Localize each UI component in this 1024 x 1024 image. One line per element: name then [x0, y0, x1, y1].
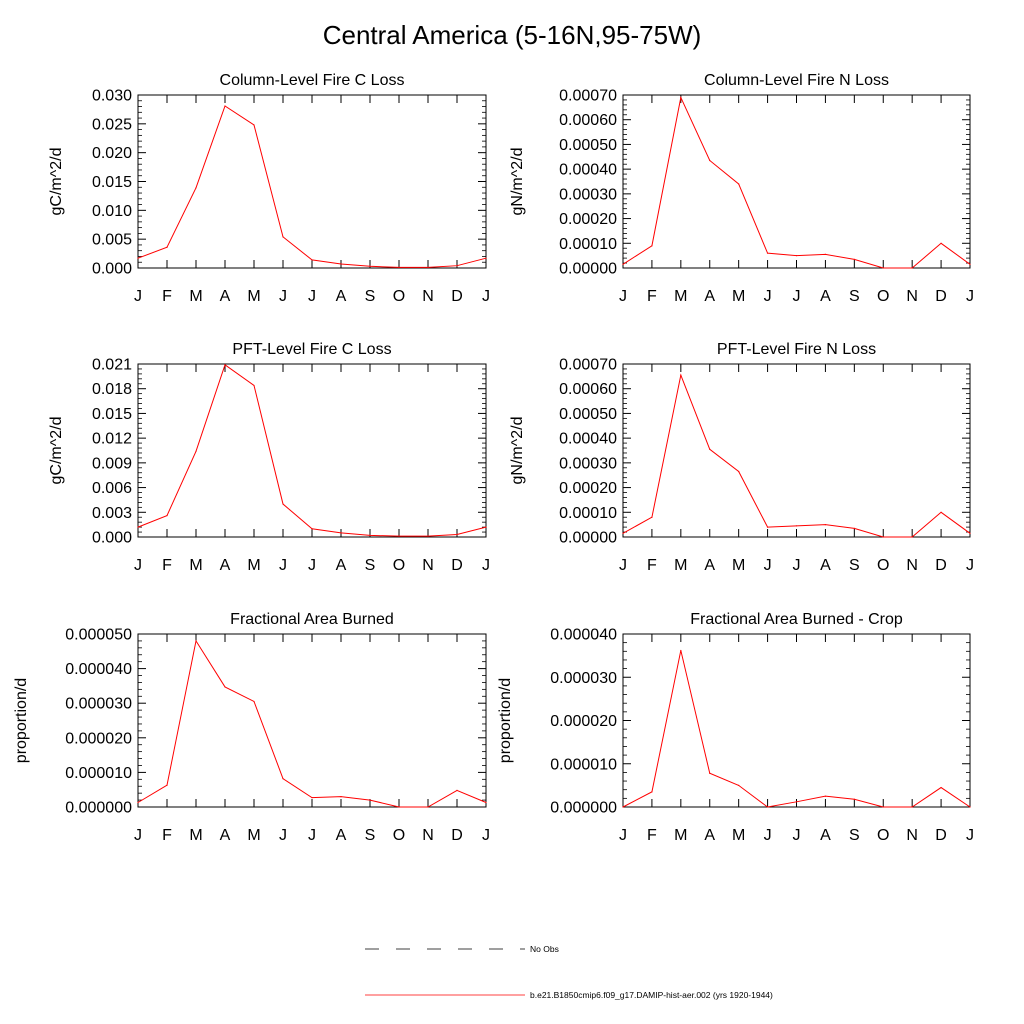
data-point [912, 806, 913, 807]
data-point [485, 258, 486, 259]
x-tick-label: S [364, 827, 376, 844]
data-point [311, 797, 312, 798]
data-point [456, 265, 457, 266]
data-point [224, 105, 225, 106]
y-tick-label: 0.00000 [559, 529, 617, 547]
data-point [912, 536, 913, 537]
data-point [137, 802, 138, 803]
x-tick-label: D [451, 288, 463, 305]
data-point [340, 796, 341, 797]
x-tick-label: O [392, 557, 406, 574]
data-point [369, 535, 370, 536]
legend-model-label: b.e21.B1850cmip6.f09_g17.DAMIP-hist-aer.002 (yrs 1920-1944) [530, 990, 773, 1000]
data-point [485, 802, 486, 803]
chart-panel [13, 611, 490, 844]
y-tick-label: 0.00060 [559, 381, 617, 399]
x-tick-label: A [335, 288, 347, 305]
y-tick-label: 0.000000 [65, 799, 132, 817]
y-tick-label: 0.018 [91, 381, 132, 399]
data-point [680, 97, 681, 98]
y-tick-label: 0.00020 [559, 211, 617, 229]
x-tick-label: O [877, 827, 890, 844]
x-tick-label: D [935, 827, 947, 844]
data-point [622, 533, 623, 534]
chart-title: Column-Level Fire C Loss [219, 72, 405, 89]
data-point [166, 515, 167, 516]
y-tick-label: 0.00070 [559, 87, 617, 105]
data-point [224, 364, 225, 365]
series-line [623, 375, 970, 537]
x-tick-label: A [704, 557, 716, 574]
y-tick-label: 0.00060 [559, 112, 617, 130]
x-tick-label: J [792, 288, 801, 305]
x-tick-label: A [820, 827, 831, 844]
y-tick-label: 0.000 [91, 260, 132, 278]
x-tick-label: J [134, 557, 142, 574]
x-tick-label: J [619, 288, 627, 305]
y-tick-label: 0.00050 [559, 136, 617, 154]
x-tick-label: A [219, 827, 231, 844]
data-point [883, 536, 884, 537]
x-tick-label: A [219, 288, 231, 305]
x-tick-label: M [674, 827, 688, 844]
y-axis-label: gN/m^2/d [509, 416, 526, 485]
data-point [195, 451, 196, 452]
chart-panel [497, 611, 974, 844]
x-tick-label: J [482, 827, 490, 844]
y-tick-label: 0.000000 [550, 799, 617, 817]
x-tick-label: M [732, 827, 746, 844]
x-tick-label: M [674, 288, 688, 305]
data-point [311, 528, 312, 529]
x-tick-label: S [364, 288, 376, 305]
x-tick-label: F [162, 557, 172, 574]
plot-frame [138, 634, 486, 807]
x-tick-label: S [848, 288, 860, 305]
y-tick-label: 0.000 [91, 529, 132, 547]
x-tick-label: F [647, 557, 657, 574]
chart-panel [48, 72, 490, 305]
y-tick-label: 0.00000 [559, 260, 617, 278]
x-tick-label: M [247, 827, 261, 844]
x-tick-label: F [647, 827, 657, 844]
y-tick-label: 0.000020 [550, 713, 617, 730]
data-point [282, 503, 283, 504]
data-point [912, 267, 913, 268]
x-tick-label: J [279, 827, 287, 844]
chart-panel [509, 341, 974, 574]
x-tick-label: N [422, 557, 434, 574]
x-tick-label: M [189, 827, 203, 844]
data-point [282, 236, 283, 237]
x-tick-label: D [935, 557, 947, 574]
chart-title: Fractional Area Burned - Crop [690, 611, 903, 628]
y-tick-label: 0.00020 [559, 480, 617, 498]
data-point [651, 245, 652, 246]
y-tick-label: 0.00070 [559, 356, 617, 374]
series-line [623, 97, 970, 268]
y-tick-label: 0.003 [91, 504, 132, 522]
x-tick-label: J [482, 557, 490, 574]
data-point [709, 160, 710, 161]
chart-title: Fractional Area Burned [230, 611, 394, 628]
y-tick-label: 0.025 [91, 116, 132, 134]
x-tick-label: J [763, 288, 772, 305]
data-point [427, 536, 428, 537]
x-tick-label: J [308, 827, 316, 844]
x-tick-label: J [279, 288, 287, 305]
x-tick-label: J [763, 827, 772, 844]
y-tick-label: 0.00040 [559, 430, 617, 448]
data-point [796, 255, 797, 256]
data-point [622, 806, 623, 807]
x-tick-label: M [247, 557, 261, 574]
data-point [166, 785, 167, 786]
data-point [854, 528, 855, 529]
y-tick-label: 0.015 [91, 405, 132, 423]
chart-title: PFT-Level Fire N Loss [716, 341, 877, 358]
y-axis-label: gN/m^2/d [509, 147, 526, 216]
x-tick-label: A [335, 827, 347, 844]
x-tick-label: M [189, 288, 203, 305]
x-tick-label: O [392, 288, 406, 305]
plot-frame [623, 634, 970, 807]
data-point [738, 471, 739, 472]
y-tick-label: 0.000020 [65, 730, 132, 748]
legend [365, 944, 773, 1000]
data-point [940, 512, 941, 513]
series-line [623, 650, 970, 807]
x-tick-label: O [877, 288, 890, 305]
data-point [166, 247, 167, 248]
x-tick-label: J [279, 557, 287, 574]
x-tick-label: M [732, 288, 746, 305]
y-tick-label: 0.009 [91, 455, 132, 473]
x-tick-label: M [247, 288, 261, 305]
y-axis-label: proportion/d [13, 677, 30, 764]
y-tick-label: 0.000040 [65, 661, 132, 679]
x-tick-label: S [364, 557, 376, 574]
y-axis-label: gC/m^2/d [48, 147, 65, 216]
data-point [825, 796, 826, 797]
x-tick-label: A [335, 557, 347, 574]
data-point [398, 536, 399, 537]
data-point [767, 527, 768, 528]
data-point [456, 790, 457, 791]
y-axis-label: gC/m^2/d [48, 416, 65, 485]
data-point [253, 701, 254, 702]
data-point [253, 385, 254, 386]
y-tick-label: 0.00010 [559, 235, 617, 253]
x-tick-label: D [451, 557, 463, 574]
data-point [883, 806, 884, 807]
x-tick-label: A [704, 288, 716, 305]
plot-frame [623, 95, 970, 268]
data-point [369, 266, 370, 267]
y-tick-label: 0.020 [91, 145, 132, 163]
data-point [940, 787, 941, 788]
series-line [138, 106, 486, 267]
x-tick-label: J [619, 827, 627, 844]
data-point [456, 534, 457, 535]
x-tick-label: A [704, 827, 716, 844]
data-point [427, 267, 428, 268]
data-point [369, 799, 370, 800]
legend-no-obs-label: No Obs [530, 944, 559, 954]
data-point [709, 449, 710, 450]
y-tick-label: 0.000050 [65, 626, 132, 644]
x-tick-label: O [877, 557, 890, 574]
chart-panel [48, 341, 490, 574]
data-point [651, 517, 652, 518]
x-tick-label: J [966, 827, 974, 844]
x-tick-label: S [848, 557, 860, 574]
x-tick-label: J [308, 557, 316, 574]
data-point [825, 254, 826, 255]
data-point [282, 778, 283, 779]
x-tick-label: A [219, 557, 231, 574]
data-point [969, 806, 970, 807]
data-point [709, 773, 710, 774]
x-tick-label: A [820, 557, 831, 574]
data-point [796, 525, 797, 526]
data-point [224, 686, 225, 687]
data-point [427, 806, 428, 807]
y-tick-label: 0.00040 [559, 161, 617, 179]
data-point [195, 187, 196, 188]
x-tick-label: D [935, 288, 947, 305]
data-point [137, 258, 138, 259]
y-tick-label: 0.015 [91, 174, 132, 191]
x-tick-label: N [906, 827, 918, 844]
x-tick-label: M [189, 557, 203, 574]
data-point [969, 533, 970, 534]
plot-frame [623, 364, 970, 537]
y-tick-label: 0.006 [91, 480, 132, 498]
x-tick-label: J [134, 827, 142, 844]
x-tick-label: J [308, 288, 316, 305]
x-tick-label: M [674, 557, 688, 574]
plot-frame [138, 95, 486, 268]
x-tick-label: A [820, 288, 831, 305]
y-tick-label: 0.000010 [65, 764, 132, 782]
data-point [854, 799, 855, 800]
y-axis-label: proportion/d [497, 677, 514, 764]
x-tick-label: J [966, 288, 974, 305]
data-point [738, 785, 739, 786]
y-tick-label: 0.021 [91, 356, 132, 374]
x-tick-label: S [848, 827, 860, 844]
data-point [940, 243, 941, 244]
data-point [854, 259, 855, 260]
data-point [680, 375, 681, 376]
x-tick-label: J [482, 288, 490, 305]
y-tick-label: 0.030 [91, 87, 132, 105]
y-tick-label: 0.00050 [559, 405, 617, 423]
data-point [253, 124, 254, 125]
x-tick-label: N [906, 288, 918, 305]
x-tick-label: D [451, 827, 463, 844]
y-tick-label: 0.012 [91, 430, 132, 448]
data-point [340, 263, 341, 264]
y-tick-label: 0.010 [91, 202, 132, 220]
data-point [485, 527, 486, 528]
data-point [767, 253, 768, 254]
y-tick-label: 0.005 [91, 231, 132, 249]
data-point [767, 806, 768, 807]
x-tick-label: J [792, 557, 801, 574]
x-tick-label: J [763, 557, 772, 574]
data-point [622, 264, 623, 265]
x-tick-label: N [422, 827, 434, 844]
data-point [137, 527, 138, 528]
series-line [138, 641, 486, 807]
x-tick-label: J [619, 557, 627, 574]
data-point [311, 259, 312, 260]
y-tick-label: 0.000010 [550, 756, 617, 774]
x-tick-label: J [966, 557, 974, 574]
x-tick-label: O [392, 827, 406, 844]
data-point [398, 806, 399, 807]
y-tick-label: 0.00030 [559, 455, 617, 473]
y-tick-label: 0.000030 [65, 695, 132, 713]
chart-title: PFT-Level Fire C Loss [232, 341, 392, 358]
data-point [969, 264, 970, 265]
x-tick-label: M [732, 557, 746, 574]
x-tick-label: F [647, 288, 657, 305]
page-title: Central America (5-16N,95-75W) [322, 20, 702, 50]
y-tick-label: 0.00010 [559, 504, 617, 522]
x-tick-label: F [162, 827, 172, 844]
data-point [680, 650, 681, 651]
y-tick-label: 0.000030 [550, 669, 617, 687]
y-tick-label: 0.000040 [550, 626, 617, 644]
data-point [340, 532, 341, 533]
series-line [138, 365, 486, 536]
x-tick-label: F [162, 288, 172, 305]
data-point [796, 801, 797, 802]
data-point [883, 267, 884, 268]
plot-frame [138, 364, 486, 537]
data-point [398, 267, 399, 268]
x-tick-label: J [792, 827, 801, 844]
chart-panel [509, 72, 974, 305]
data-point [825, 524, 826, 525]
x-tick-label: N [422, 288, 434, 305]
data-point [738, 183, 739, 184]
x-tick-label: J [134, 288, 142, 305]
x-tick-label: N [906, 557, 918, 574]
chart-title: Column-Level Fire N Loss [704, 72, 889, 89]
data-point [195, 640, 196, 641]
y-tick-label: 0.00030 [559, 186, 617, 204]
data-point [651, 791, 652, 792]
